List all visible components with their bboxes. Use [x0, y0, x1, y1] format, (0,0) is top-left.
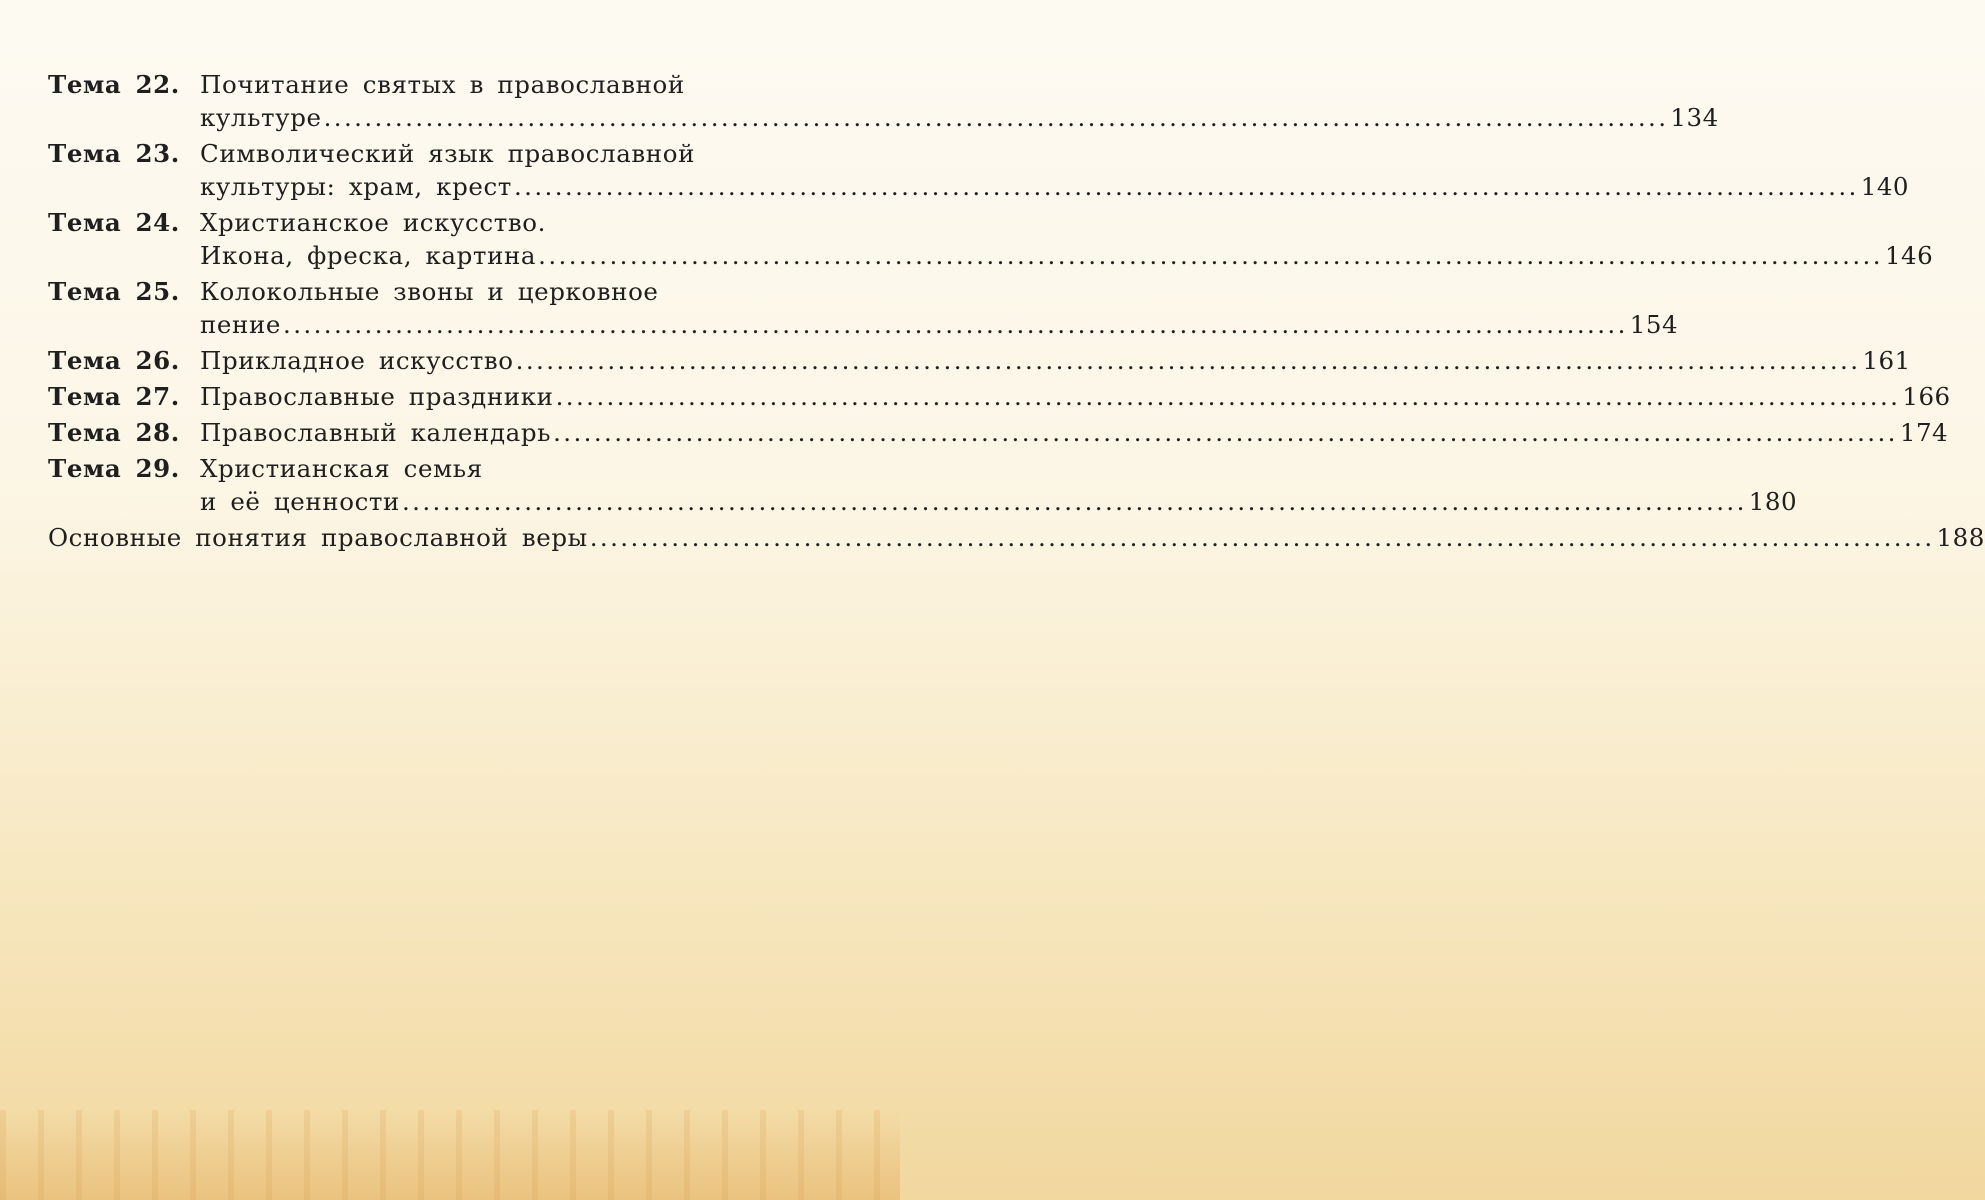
dot-leader: [538, 239, 1883, 272]
toc-entry-label: Тема 27.: [48, 382, 180, 411]
toc-entry-glossary[interactable]: [48, 521, 1985, 554]
toc-entry-title-line: Почитание святых в православной: [200, 70, 685, 99]
page-number: 188: [1936, 523, 1985, 552]
dot-leader: [402, 485, 1747, 518]
toc-entry-23[interactable]: [48, 137, 1909, 203]
toc-entry-label: Тема 28.: [48, 418, 180, 447]
page-number: 174: [1899, 418, 1949, 447]
toc-entry-25[interactable]: [48, 275, 1679, 341]
dot-leader: [590, 521, 1935, 554]
dot-leader: [324, 101, 1669, 134]
table-of-contents: [48, 68, 1985, 554]
dot-leader: [283, 308, 1628, 341]
dot-leader: [556, 380, 1901, 413]
toc-entry-title-line: Основные понятия православной веры: [48, 523, 588, 552]
toc-entry-label: Тема 26.: [48, 346, 180, 375]
dot-leader: [553, 416, 1898, 449]
page-number: 154: [1629, 310, 1679, 339]
toc-entry-title-line: Прикладное искусство: [200, 346, 514, 375]
toc-entry-title-line: Колокольные звоны и церковное: [200, 277, 659, 306]
toc-entry-title-line: Христианская семья: [200, 454, 483, 483]
toc-entry-28[interactable]: [48, 416, 1949, 449]
page-number: 140: [1860, 172, 1909, 201]
toc-entry-24[interactable]: [48, 206, 1934, 272]
toc-entry-title-line: Православный календарь: [200, 418, 552, 447]
page-number: 161: [1862, 346, 1911, 375]
toc-entry-title-line: Икона, фреска, картина: [200, 241, 537, 270]
toc-entry-title-line: культуры: храм, крест: [200, 172, 512, 201]
toc-entry-title-line: культуре: [200, 103, 322, 132]
toc-entry-label: Тема 23.: [48, 139, 180, 168]
dot-leader: [516, 344, 1861, 377]
toc-entry-title-line: пение: [200, 310, 281, 339]
toc-entry-label: Тема 24.: [48, 208, 180, 237]
toc-entry-title-line: Христианское искусство.: [200, 208, 546, 237]
dot-leader: [514, 170, 1859, 203]
page-number: 180: [1748, 487, 1798, 516]
toc-entry-title-line: Символический язык православной: [200, 139, 696, 168]
toc-entry-label: Тема 22.: [48, 70, 180, 99]
toc-entry-26[interactable]: [48, 344, 1911, 377]
page-number: 146: [1884, 241, 1934, 270]
toc-entry-27[interactable]: [48, 380, 1951, 413]
decorative-ornament-band: [0, 1110, 900, 1200]
toc-entry-title-line: Православные праздники: [200, 382, 554, 411]
page-number: 166: [1902, 382, 1951, 411]
toc-entry-label: Тема 29.: [48, 454, 180, 483]
toc-entry-title-line: и её ценности: [200, 487, 400, 516]
toc-entry-29[interactable]: [48, 452, 1798, 518]
toc-entry-22[interactable]: [48, 68, 1719, 134]
page-number: 134: [1670, 103, 1719, 132]
toc-entry-label: Тема 25.: [48, 277, 180, 306]
